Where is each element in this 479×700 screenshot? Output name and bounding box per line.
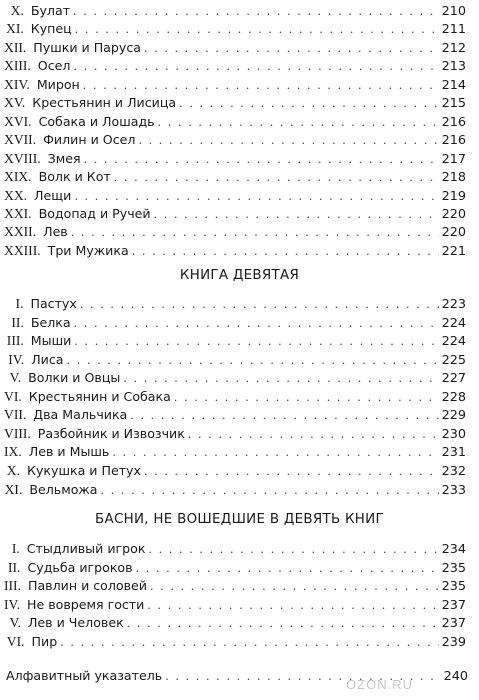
entry-title: Волк и Кот [39,167,114,186]
entry-page-number: 217 [439,150,466,169]
entry-page-number: 213 [439,57,466,76]
toc-entry [4,204,466,223]
entry-page-number: 229 [439,406,466,425]
toc-entry [4,56,466,75]
leader-dots [83,76,439,95]
entry-roman-numeral: XV. [4,95,26,111]
leader-dots [84,150,439,169]
toc-entry [4,222,466,241]
entry-title: Волки и Овцы [28,368,123,387]
entry-page-number: 240 [441,667,468,686]
toc-entry [4,75,466,94]
toc-entry [4,424,466,443]
entry-title: Купец [31,19,75,38]
leader-dots [148,540,438,559]
toc-entry [4,112,466,131]
leader-dots [147,596,438,615]
leader-dots [74,187,438,206]
entry-page-number: 234 [439,540,466,559]
entry-title: Филин и Осел [43,130,138,149]
entry-title: Водопад и Ручей [39,204,154,223]
entry-roman-numeral: II. [8,559,21,575]
entry-title: Осел [38,56,74,75]
leader-dots [154,205,439,224]
entry-page-number: 212 [439,39,466,58]
entry-page-number: 216 [439,113,466,132]
entry-title: Змея [48,149,84,168]
toc-entry [4,539,466,558]
entry-title: Мыши [31,331,75,350]
toc-entry [4,19,466,38]
entry-roman-numeral: XIX. [4,169,32,185]
entry-page-number: 237 [439,596,466,615]
toc-entry [4,442,466,461]
entry-roman-numeral: III. [4,578,21,593]
leader-dots [75,20,439,39]
leader-dots [114,168,439,187]
leader-dots [136,559,439,578]
entry-page-number: 233 [439,481,466,500]
leader-dots [130,406,438,425]
toc-entry [4,93,466,112]
entry-page-number: 224 [439,314,466,333]
toc-entry [4,38,466,57]
leader-dots [101,481,439,500]
toc-entry [4,167,466,186]
entry-roman-numeral: XVI. [4,113,32,129]
entry-page-number: 228 [439,388,466,407]
leader-dots [80,295,439,314]
entry-roman-numeral: XI. [4,481,23,497]
entry-roman-numeral: VI. [4,388,22,404]
entry-roman-numeral: XI. [6,21,24,37]
toc-entry [4,331,466,350]
entry-roman-numeral: I. [15,296,24,311]
entry-page-number: 237 [439,614,466,633]
toc-entry [4,595,466,614]
toc-entry [4,241,466,260]
entry-title: Не вовремя гости [27,595,147,614]
entry-roman-numeral: VI. [6,633,25,649]
entry-roman-numeral: X. [10,3,24,18]
entry-page-number: 219 [439,187,466,206]
entry-title: Стыдливый игрок [27,539,149,558]
leader-dots [158,113,439,132]
leader-dots [71,223,439,242]
leader-dots [132,242,439,261]
entry-title: Собака и Лошадь [39,112,158,131]
toc-entry [4,294,466,313]
toc-entry [4,632,466,651]
entry-roman-numeral: III. [6,333,24,349]
toc-entry [4,149,466,168]
entry-page-number: 235 [439,559,466,578]
leader-dots [174,388,439,407]
entry-page-number: 211 [439,20,466,39]
entry-page-number: 230 [439,425,466,444]
leader-dots [123,369,438,388]
leader-dots [144,39,439,58]
entry-roman-numeral: XXI. [4,205,32,221]
entry-title: Булат [31,1,73,20]
entry-roman-numeral: IX. [4,444,22,460]
entry-page-number: 220 [439,205,466,224]
entry-title: Алфавитный указатель [6,666,165,685]
toc-entry [4,368,466,387]
entry-roman-numeral: XXII. [4,224,37,240]
entry-roman-numeral: X. [6,462,20,478]
entry-roman-numeral: II. [11,314,24,330]
leader-dots [127,614,439,633]
leader-dots [73,57,438,76]
entry-title: Лев и Человек [28,613,127,632]
toc-entry [4,480,466,499]
entry-page-number: 221 [439,242,466,261]
leader-dots [179,94,438,113]
toc-entry [4,350,466,369]
section-heading-book-nine: КНИГА ДЕВЯТАЯ [179,268,300,283]
entry-page-number: 216 [439,131,466,150]
leader-dots [74,332,438,351]
leader-dots [112,443,438,462]
entry-page-number: 220 [439,223,466,242]
entry-roman-numeral: I. [11,541,20,556]
entry-page-number: 227 [439,369,466,388]
entry-page-number: 239 [439,633,466,652]
entry-page-number: 231 [439,443,466,462]
watermark-text: OZON.RU [346,677,413,692]
entry-title: Судьба игроков [27,558,135,577]
toc-entry [4,186,466,205]
toc-entry [4,558,466,577]
entry-page-number: 225 [439,351,466,370]
toc-entry [4,313,466,332]
leader-dots [74,314,439,333]
entry-title: Мирон [37,75,83,94]
entry-title: Пастух [30,294,79,313]
leader-dots [150,577,439,596]
entry-roman-numeral: XVIII. [4,150,41,166]
entry-title: Лев [43,222,71,241]
entry-page-number: 223 [439,295,466,314]
entry-roman-numeral: XII. [4,39,27,55]
leader-dots [144,462,439,481]
leader-dots [67,351,439,370]
entry-page-number: 235 [439,577,466,596]
entry-title: Три Мужика [48,241,132,260]
entry-page-number: 215 [439,94,466,113]
entry-roman-numeral: XVII. [4,132,37,148]
toc-entry [4,613,466,632]
entry-title: Крестьянин и Собака [29,387,174,406]
entry-page-number: 210 [439,2,466,21]
entry-title: Пушки и Паруса [33,38,144,57]
entry-roman-numeral: XIII. [4,58,31,74]
entry-title: Пир [32,632,61,651]
toc-entry [4,576,466,595]
entry-page-number: 214 [439,76,466,95]
entry-title: Лев и Мышь [29,442,113,461]
entry-roman-numeral: VII. [4,407,27,423]
entry-title: Павлин и соловей [28,576,150,595]
entry-roman-numeral: XX. [4,187,28,203]
leader-dots [188,425,439,444]
entry-page-number: 232 [439,462,466,481]
entry-roman-numeral: XIV. [4,76,30,92]
entry-title: Два Мальчика [33,405,130,424]
toc-entry [4,461,466,480]
entry-roman-numeral: IV. [8,351,25,367]
entry-page-number: 224 [439,332,466,351]
entry-roman-numeral: XXIII. [4,242,41,258]
entry-page-number: 218 [439,168,466,187]
entry-title: Кукушка и Петух [27,461,144,480]
leader-dots [73,2,439,21]
entry-roman-numeral: V. [9,615,21,630]
section-heading-other-fables: БАСНИ, НЕ ВОШЕДШИЕ В ДЕВЯТЬ КНИГ [95,512,384,527]
toc-entry [4,1,466,20]
toc-entry [4,405,466,424]
leader-dots [60,633,438,652]
entry-title: Лиса [31,350,66,369]
entry-title: Лещи [34,186,74,205]
leader-dots [138,131,438,150]
entry-title: Крестьянин и Лисица [32,93,179,112]
toc-entry [4,130,466,149]
entry-title: Разбойник и Извозчик [38,424,188,443]
entry-title: Белка [31,313,74,332]
entry-roman-numeral: V. [9,370,22,386]
entry-roman-numeral: VIII. [4,425,31,441]
entry-roman-numeral: IV. [4,596,20,612]
entry-title: Вельможа [29,480,100,499]
toc-entry [4,387,466,406]
